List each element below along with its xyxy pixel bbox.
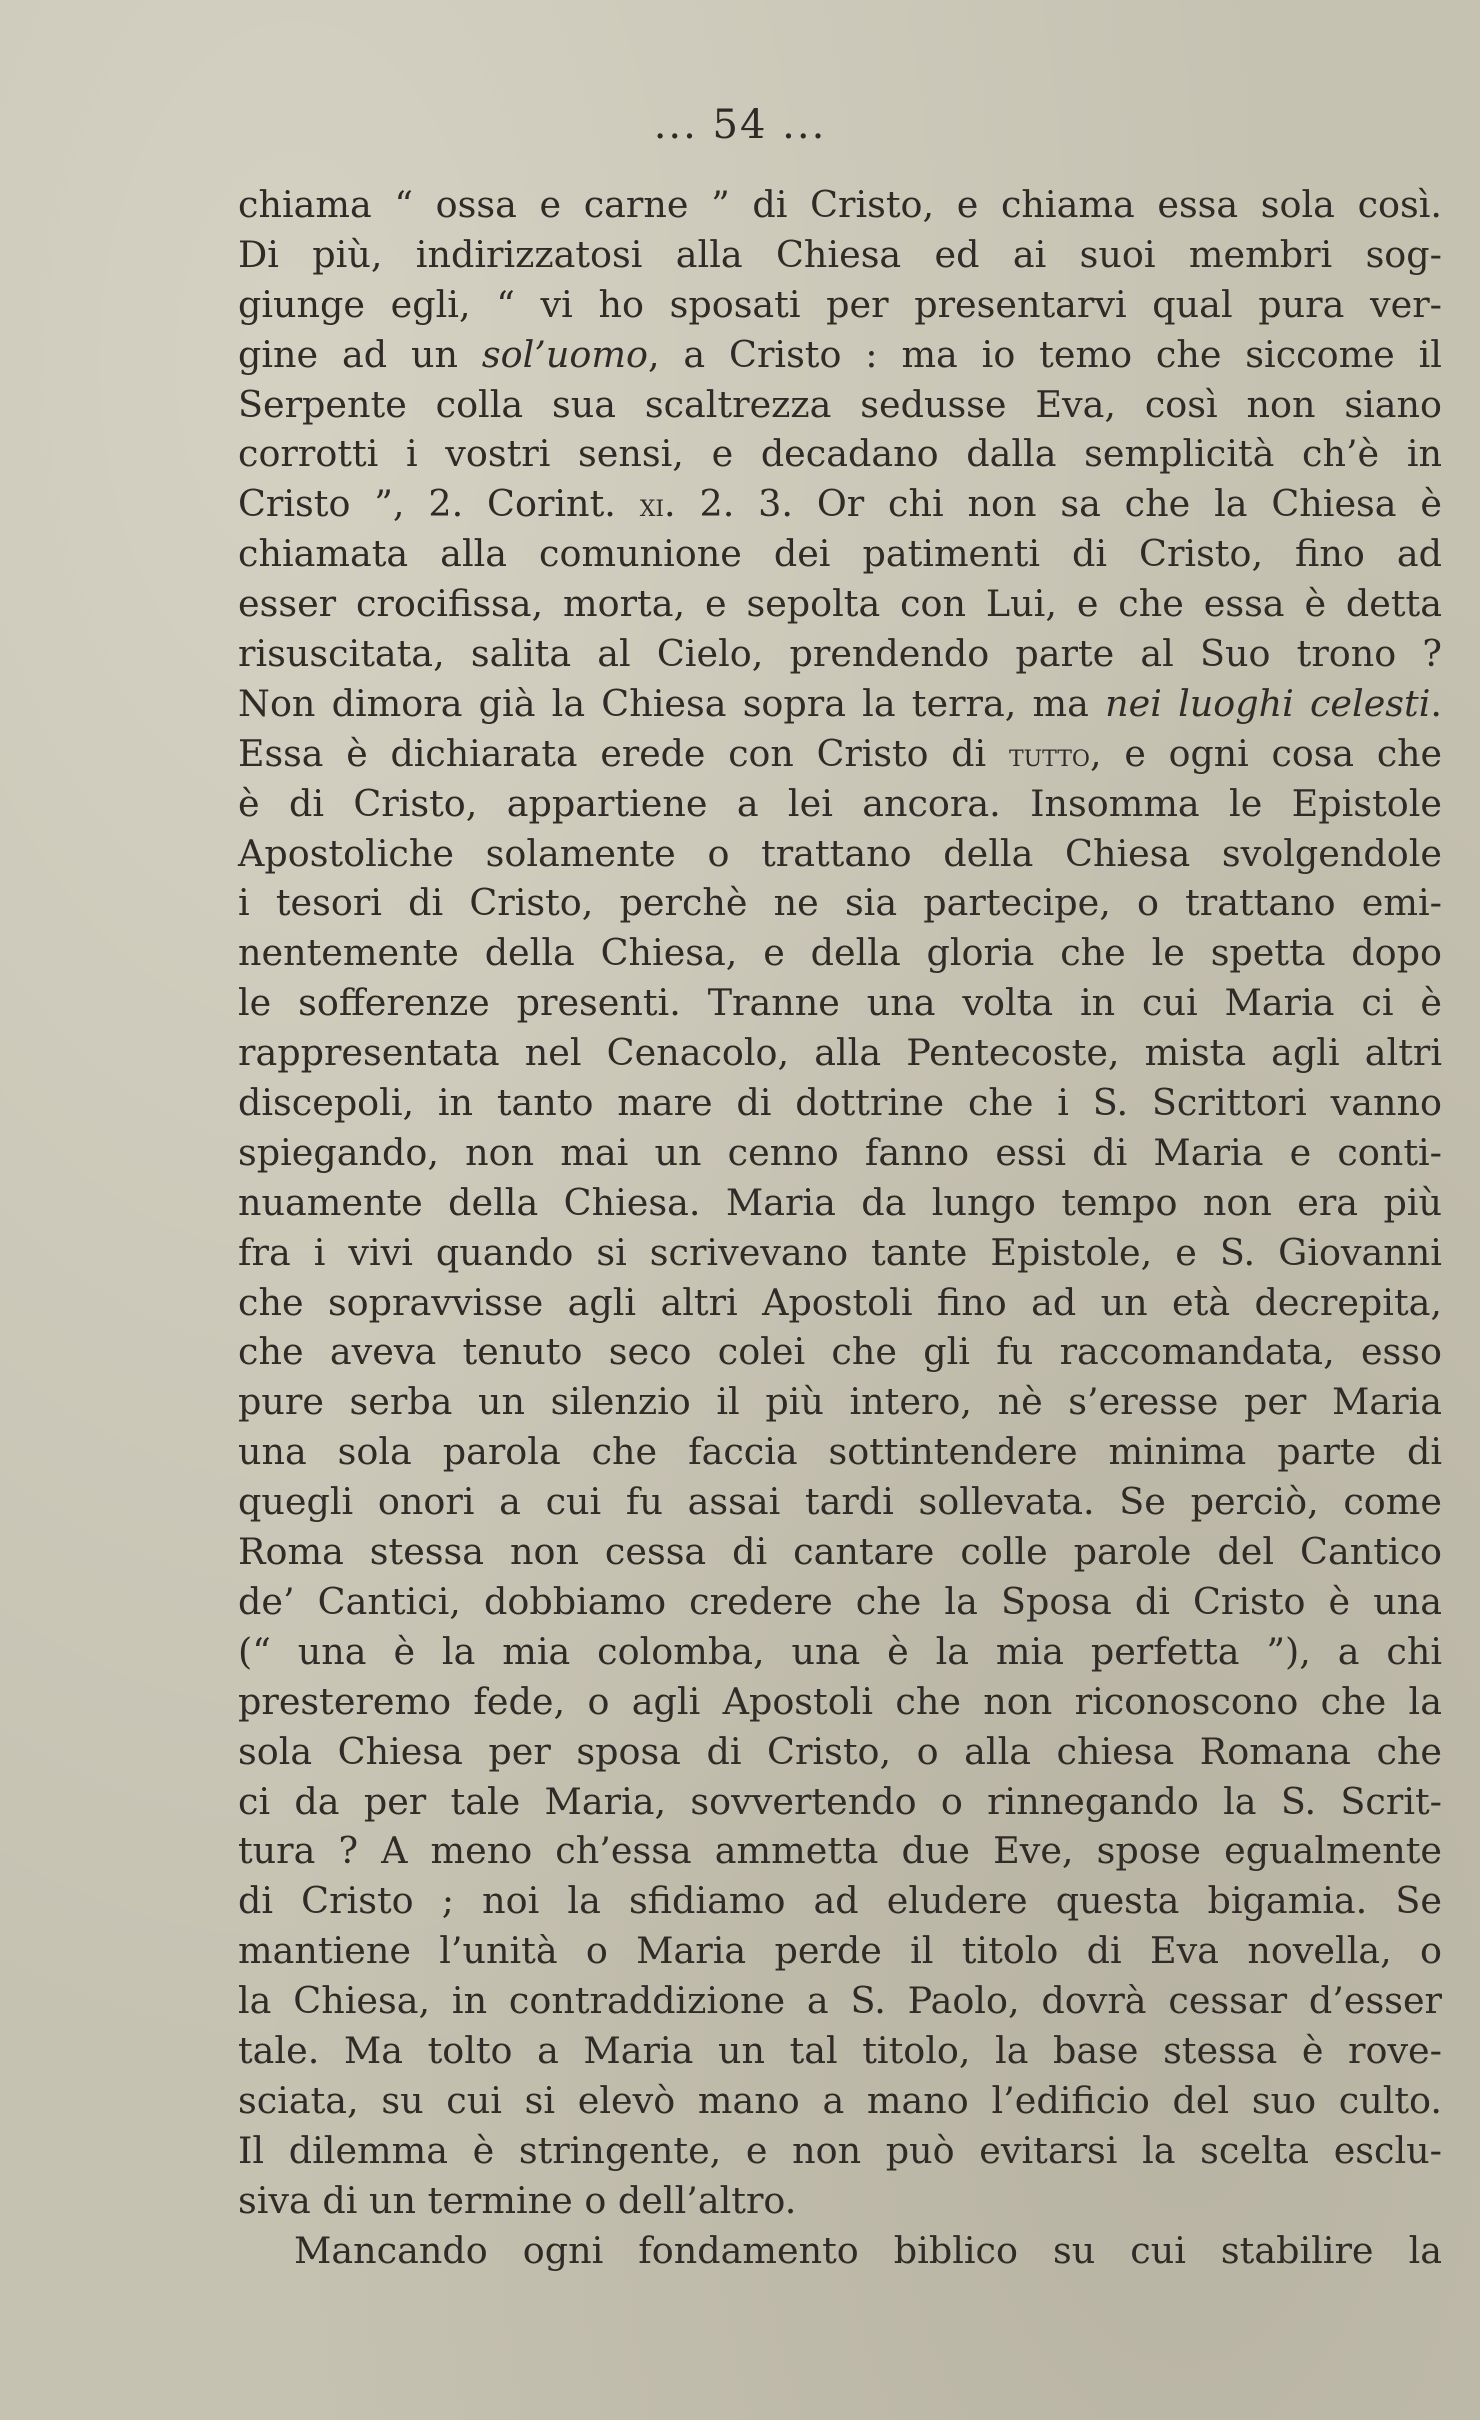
text-line: spiegando, non mai un cenno fanno essi di Maria e conti-: [238, 1130, 1442, 1174]
paragraph-start-line: Mancando ogni fondamento biblico su cui stabilire la: [294, 2228, 1442, 2272]
italic-text: sol’uomo: [481, 332, 648, 376]
text-line: ci da per tale Maria, sovvertendo o rinnegando la S. Scrit-: [238, 1779, 1442, 1823]
italic-text: nei luoghi celesti: [1105, 681, 1431, 725]
text-line: risuscitata, salita al Cielo, prendendo parte al Suo trono ?: [238, 632, 1442, 676]
text-line: la Chiesa, in contraddizione a S. Paolo, dovrà cessar d’esser: [238, 1979, 1442, 2023]
text-line: Cristo ”, 2. Corint. xi. 2. 3. Or chi non sa che la Chiesa è: [238, 482, 1442, 526]
text-line: che sopravvisse agli altri Apostoli fino ad un età decrepita,: [238, 1280, 1442, 1324]
text-line: sola Chiesa per sposa di Cristo, o alla chiesa Romana che: [238, 1729, 1442, 1773]
text-line: chiama “ ossa e carne ” di Cristo, e chiama essa sola così.: [238, 183, 1442, 226]
body-text: [238, 180, 1442, 2275]
text-line: di Cristo ; noi la sfidiamo ad eludere questa bigamia. Se: [238, 1879, 1442, 1923]
text-line: de’ Cantici, dobbiamo credere che la Sposa di Cristo è una: [238, 1579, 1442, 1623]
text-line: corrotti i vostri sensi, e decadano dalla semplicità ch’è in: [238, 432, 1442, 476]
small-caps-text: xi: [639, 486, 665, 525]
text-line: mantiene l’unità o Maria perde il titolo di Eva novella, o: [238, 1929, 1442, 1973]
text-line: che aveva tenuto seco colei che gli fu raccomandata, esso: [238, 1330, 1442, 1374]
page-number: ... 54 ...: [653, 102, 827, 148]
text-line: (“ una è la mia colomba, una è la mia perfetta ”), a chi: [238, 1629, 1442, 1673]
text-line: nuamente della Chiesa. Maria da lungo tempo non era più: [238, 1180, 1442, 1224]
text-line: fra i vivi quando si scrivevano tante Epistole, e S. Giovanni: [238, 1230, 1442, 1274]
text-line: giunge egli, “ vi ho sposati per presentarvi qual pura ver-: [238, 282, 1442, 326]
text-line: Apostoliche solamente o trattano della Chiesa svolgendole: [238, 831, 1442, 875]
text-line: rappresentata nel Cenacolo, alla Pentecoste, mista agli altri: [238, 1031, 1442, 1075]
text-line: una sola parola che faccia sottintendere minima parte di: [238, 1430, 1442, 1474]
text-line: tura ? A meno ch’essa ammetta due Eve, spose egualmente: [238, 1829, 1442, 1873]
small-caps-text: tutto: [1008, 735, 1090, 774]
text-line: sciata, su cui si elevò mano a mano l’edificio del suo culto.: [238, 2078, 1442, 2122]
text-line: presteremo fede, o agli Apostoli che non riconoscono che la: [238, 1679, 1442, 1723]
text-line: Non dimora già la Chiesa sopra la terra, ma nei luoghi celesti.: [238, 681, 1442, 725]
text-line: Di più, indirizzatosi alla Chiesa ed ai suoi membri sog-: [238, 232, 1442, 276]
text-line: è di Cristo, appartiene a lei ancora. Insomma le Epistole: [238, 781, 1442, 825]
text-line: Serpente colla sua scaltrezza sedusse Eva, così non siano: [238, 382, 1442, 426]
paragraph-end-line: siva di un termine o dell’altro.: [238, 2178, 797, 2222]
text-line: discepoli, in tanto mare di dottrine che i S. Scrittori vanno: [238, 1081, 1442, 1125]
text-line: tale. Ma tolto a Maria un tal titolo, la base stessa è rove-: [238, 2028, 1442, 2072]
text-line: esser crocifissa, morta, e sepolta con Lui, e che essa è detta: [238, 582, 1442, 626]
text-line: Il dilemma è stringente, e non può evitarsi la scelta esclu-: [238, 2128, 1442, 2172]
text-line: le sofferenze presenti. Tranne una volta in cui Maria ci è: [238, 981, 1442, 1025]
text-line: i tesori di Cristo, perchè ne sia partecipe, o trattano emi-: [238, 881, 1442, 925]
text-line: chiamata alla comunione dei patimenti di Cristo, fino ad: [238, 532, 1442, 576]
text-line: gine ad un sol’uomo, a Cristo : ma io temo che siccome il: [238, 332, 1442, 376]
text-line: pure serba un silenzio il più intero, nè s’eresse per Maria: [238, 1380, 1442, 1424]
text-line: nentemente della Chiesa, e della gloria che le spetta dopo: [238, 931, 1442, 975]
text-line: Essa è dichiarata erede con Cristo di tutto, e ogni cosa che: [238, 731, 1442, 775]
text-line: quegli onori a cui fu assai tardi sollevata. Se perciò, come: [238, 1480, 1442, 1524]
text-line: Roma stessa non cessa di cantare colle parole del Cantico: [238, 1530, 1442, 1574]
